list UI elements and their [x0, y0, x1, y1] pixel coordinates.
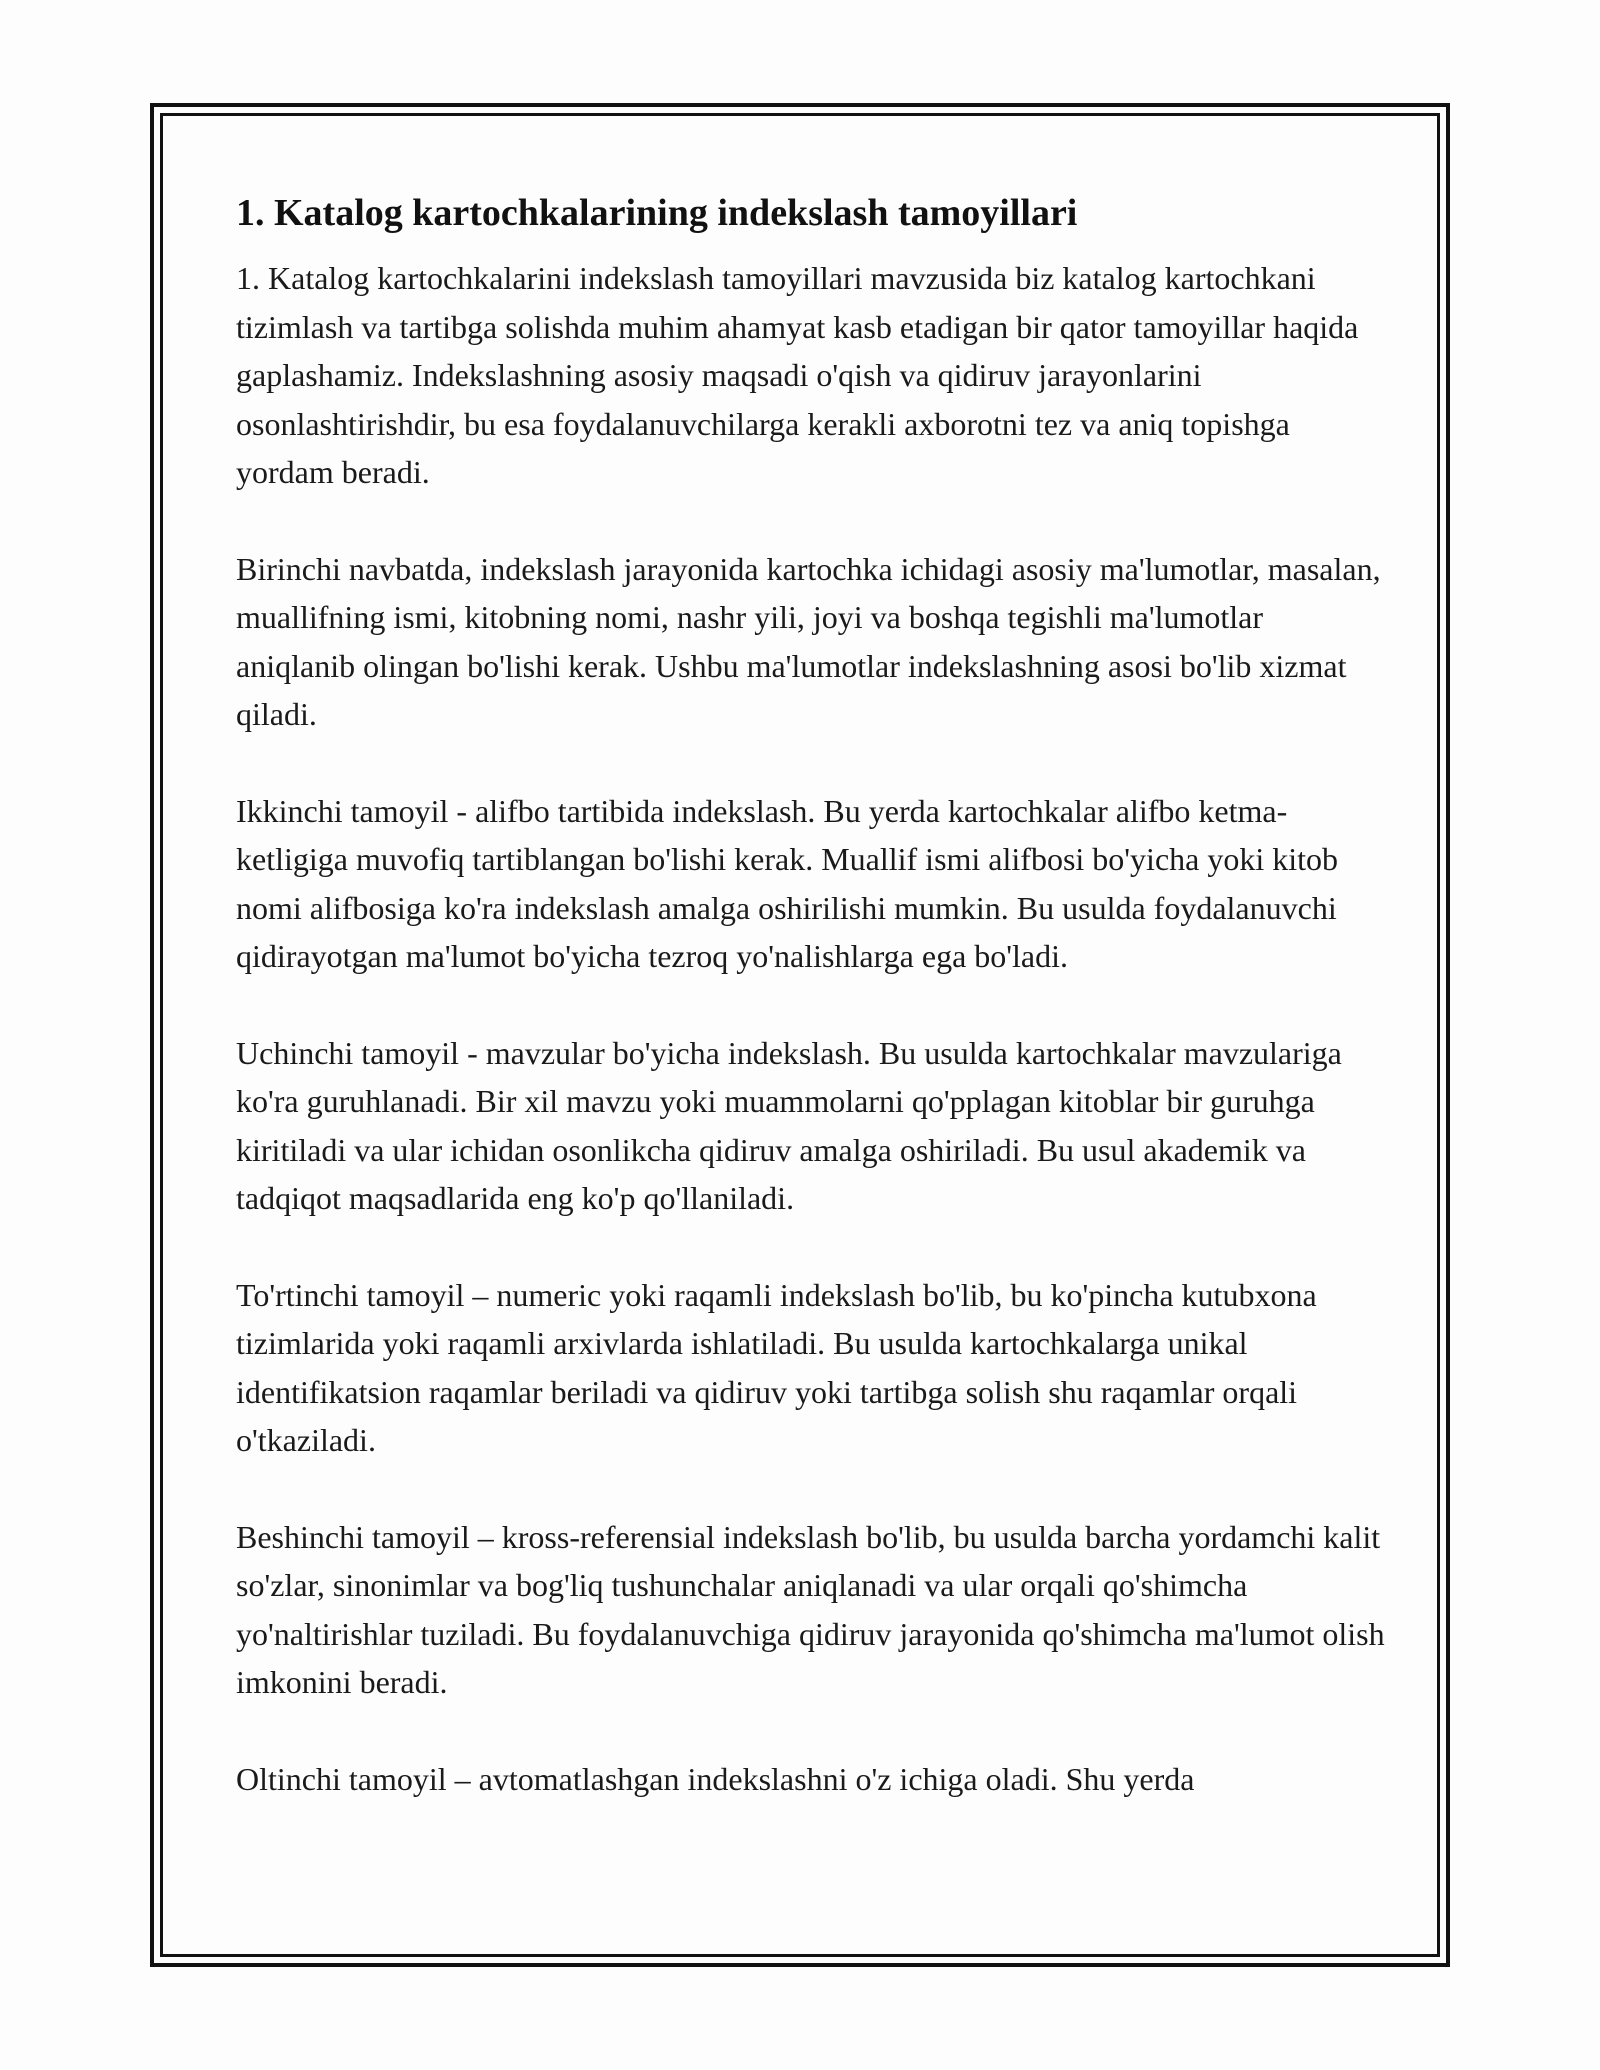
paragraph-third-principle: Uchinchi tamoyil - mavzular bo'yicha indekslash. Bu usulda kartochkalar mavzulariga ko'ra guruhlanadi. Bir xil mavzu yoki muammolarni qo'pplagan kitoblar bir guruhga kiritiladi va ular ichidan osonlikcha qidiruv amalga oshiriladi. Bu usul akademik va tadqiqot maqsadlarida eng ko'p qo'llaniladi. — [236, 1034, 1342, 1216]
paragraph-sixth-principle: Oltinchi tamoyil – avtomatlashgan indekslashni o'z ichiga oladi. Shu yerda — [236, 1760, 1195, 1797]
paragraph-first-principle: Birinchi navbatda, indekslash jarayonida kartochka ichidagi asosiy ma'lumotlar, masalan, muallifning ismi, kitobning nomi, nashr yili, joyi va boshqa tegishli ma'lumotlar aniqlanib olingan bo'lishi kerak. Ushbu ma'lumotlar indekslashning asosi bo'lib xizmat qiladi. — [236, 550, 1381, 732]
paragraph-fourth-principle: To'rtinchi tamoyil – numeric yoki raqamli indekslash bo'lib, bu ko'pincha kutubxona tizimlarida yoki raqamli arxivlarda ishlatiladi. Bu usulda kartochkalarga unikal identifikatsion raqamlar beriladi va qidiruv yoki tartibga solish shu raqamlar orqali o'tkaziladi. — [236, 1276, 1317, 1458]
document-body — [236, 188, 1386, 1851]
paragraph-intro: 1. Katalog kartochkalarini indekslash tamoyillari mavzusida biz katalog kartochkani tizimlash va tartibga solishda muhim ahamyat kasb etadigan bir qator tamoyillar haqida gaplashamiz. Indekslashning asosiy maqsadi o'qish va qidiruv jarayonlarini osonlashtirishdir, bu esa foydalanuvchilarga kerakli axborotni tez va aniq topishga yordam beradi. — [236, 260, 1359, 490]
paragraph-second-principle: Ikkinchi tamoyil - alifbo tartibida indekslash. Bu yerda kartochkalar alifbo ketma-ketligiga muvofiq tartiblangan bo'lishi kerak. Muallif ismi alifbosi bo'yicha yoki kitob nomi alifbosiga ko'ra indekslash amalga oshirilishi mumkin. Bu usulda foydalanuvchi qidirayotgan ma'lumot bo'yicha tezroq yo'nalishlarga ega bo'ladi. — [236, 792, 1339, 974]
paragraph-fifth-principle: Beshinchi tamoyil – kross-referensial indekslash bo'lib, bu usulda barcha yordamchi kalit so'zlar, sinonimlar va bog'liq tushunchalar aniqlanadi va ular orqali qo'shimcha yo'naltirishlar tuziladi. Bu foydalanuvchiga qidiruv jarayonida qo'shimcha ma'lumot olish imkonini beradi. — [236, 1518, 1385, 1700]
document-heading: 1. Katalog kartochkalarining indekslash tamoyillari — [236, 192, 1078, 234]
